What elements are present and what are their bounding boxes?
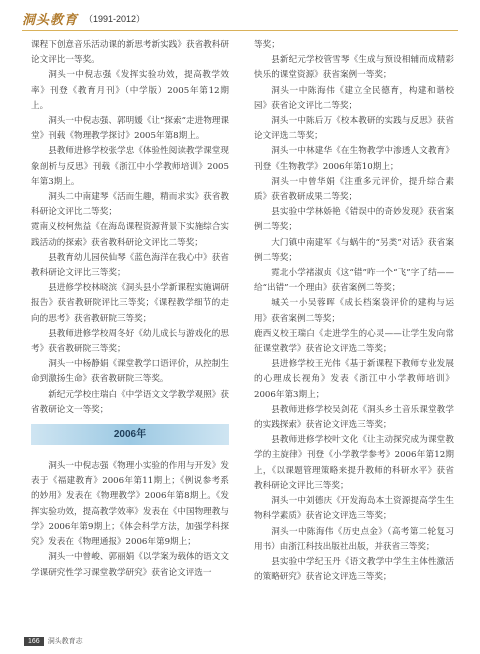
paragraph: 县教师进修学校张学忠《体验性阅读教学课堂现象剖析与反思》刊载《浙江中小学教师培训》2005年第3期上。: [31, 146, 229, 187]
paragraph: 县教育幼儿园侯仙琴《蓝色海洋在我心中》获省教科研论文评比三等奖；: [31, 252, 229, 279]
paragraph: 等奖；: [254, 40, 280, 50]
right-column: [254, 38, 454, 585]
paragraph: 城关一小吴蓉晖《成长档案袋评价的建构与运用》获省案例二等奖；: [254, 298, 454, 324]
paragraph: 洞头一中陈海伟《历史点金》（高考第二轮复习用书）由浙江科技出版社出版，并获省三等奖；: [254, 526, 454, 552]
paragraph: 洞头一中倪志强《发挥实验功效，提高教学效率》刊登《教育月刊》（中学版）2005年第12期上。: [31, 70, 229, 111]
page-footer: [24, 636, 83, 646]
header-years: （1991-2012）: [84, 13, 146, 24]
paragraph: 县教师进修学校周冬好《幼儿成长与游戏化的思考》获省教研院三等奖；: [31, 328, 229, 355]
paragraph: 洞头一中杨静娟《课堂教学口语评价，从控制生命到激扬生命》获省教研院三等奖。: [31, 359, 229, 385]
paragraph: 县进修学校王光伟《基于新课程下教师专业发展的心理成长视角》发表《浙江中小学教师培训》2006年第3期上；: [254, 359, 454, 400]
footer-title: 洞头教育志: [47, 638, 83, 645]
year-heading-label: 2006年: [113, 428, 147, 440]
paragraph: 洞头一中曾峻、郭丽娟《以学案为载体的语文文学课研究性学习课堂教学研究》获省论文评选一: [31, 552, 229, 578]
paragraph: 洞头一中倪志强《物理小实验的作用与开发》发表于《福建教育》2006年第11期上；《例说参考系的妙用》发表在《物理教学》2006年第8期上。《发挥实验功效，提高教学效率》发表在《中国物理教与学》2006年第9期上；《体会科学方法，加强学科探究》发表在《物理通报》2006年第9期上；: [31, 461, 229, 548]
paragraph: 洞头一中陈后万《校本教研的实践与反思》获省论文评选二等奖；: [254, 116, 454, 142]
paragraph: 霓北小学褚淑贞《这“错”咋一个“飞”字了结——给“出错”一个理由》获省案例二等奖；: [254, 268, 454, 294]
paragraph: 课程下创意音乐活动课的新思考新实践》获省教科研论文评比一等奖。: [31, 40, 229, 66]
paragraph: 县进修学校林晓滨《洞头县小学新课程实施调研报告》获省教研院评比三等奖；《课程教学细节的走向的思考》获省教研院三等奖；: [31, 283, 229, 324]
paragraph: 霓南义校柯焦益《在海岛课程资源背景下实施综合实践活动的探索》获省教科研论文评比二等奖；: [31, 222, 229, 248]
paragraph: 洞头一中陈海伟《建立全民德育，构建和谐校园》获省论文评比二等奖；: [254, 85, 454, 111]
paragraph: 洞头一中曾华娟《注重多元评价，提升综合素质》获省教研成果二等奖；: [254, 176, 454, 203]
paragraph: 大门镇中南建军《与蜗牛的“另类”对话》获省案例二等奖；: [254, 237, 454, 263]
paragraph: 洞头一中刘德庆《开发海岛本土资源提高学生生物科学素质》获省论文评选三等奖；: [254, 496, 454, 522]
page-header: [22, 10, 145, 26]
header-logo: 洞头教育: [22, 12, 79, 28]
paragraph: 县实验中学林娇艳《错误中的奇妙发现》获省案例二等奖；: [254, 207, 454, 233]
paragraph: 县教师进修学校叶文化《让主动探究成为课堂教学的主旋律》刊登《小学教学参考》2006年第12期上，《以课题管理策略来提升教师的科研水平》获省教科研论文评比三等奖；: [254, 435, 454, 491]
page-number: 166: [24, 637, 44, 646]
paragraph: 县教师进修学校吴剑花《洞头乡土音乐课堂教学的实践探索》获省论文评选三等奖；: [254, 404, 454, 431]
paragraph: 洞头一中林建华《在生物教学中渗透人文教育》刊登《生物教学》2006年第10期上；: [254, 146, 454, 172]
paragraph: 县实验中学纪玉丹《语文教学中学生主体性激活的策略研究》获省论文评选三等奖；: [254, 556, 454, 583]
year-heading: [31, 424, 229, 445]
paragraph: 洞头二中南建琴《活而生趣，精而求实》获省教科研论文评比二等奖；: [31, 192, 229, 218]
paragraph: 洞头一中倪志强、郭明媛《让“探索”走进物理课堂》刊载《物理教学探讨》2005年第8期上。: [31, 116, 229, 142]
paragraph: 鹿西义校王瑞白《走进学生的心灵——让学生发向常征课堂教学》获省论文评选二等奖；: [254, 328, 454, 355]
header-rule: [22, 30, 458, 31]
paragraph: 县新纪元学校管雪琴《生成与预设相辅而成精彩快乐的课堂资源》获省案例一等奖；: [254, 55, 454, 81]
paragraph: 新纪元学校庄瑞白《中学语文文学教学观照》获省教研论文一等奖；: [31, 389, 229, 415]
left-column: [31, 38, 229, 581]
